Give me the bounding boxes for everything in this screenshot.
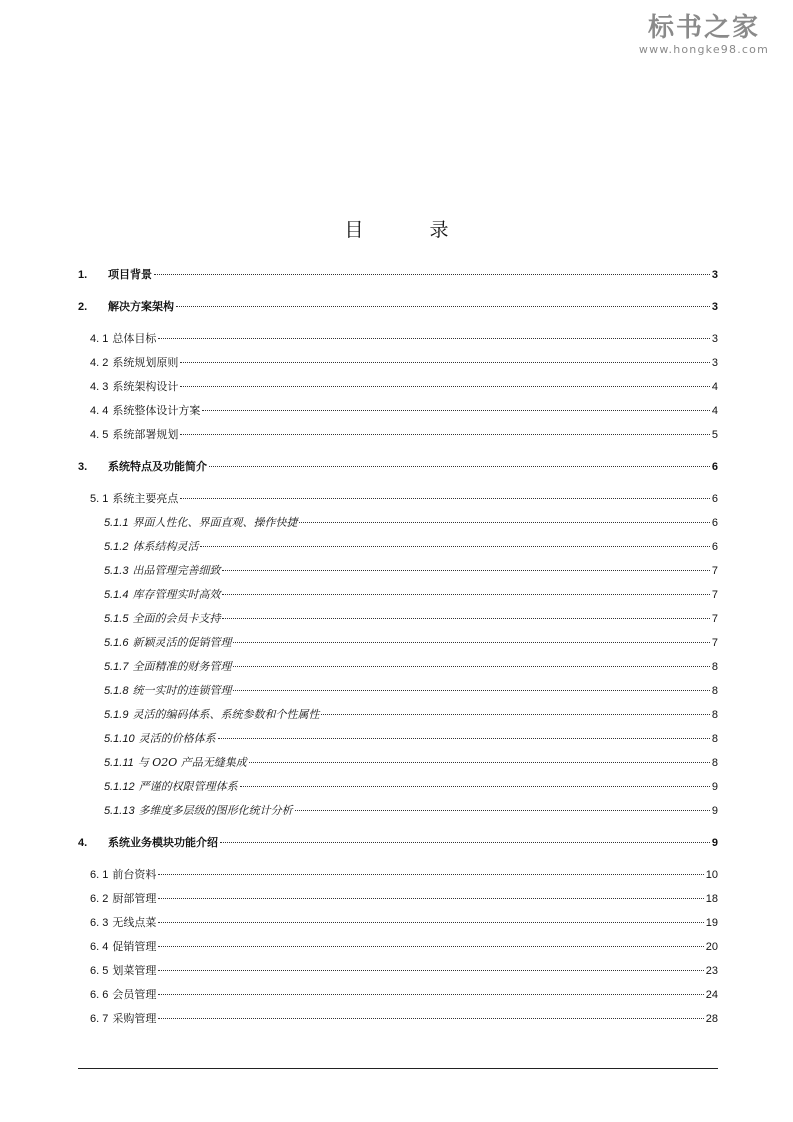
toc-entry-number: 1. — [78, 269, 88, 281]
toc-entry-page: 6 — [711, 461, 718, 473]
toc-entry[interactable] — [78, 331, 718, 347]
toc-entry-page: 4 — [711, 381, 718, 393]
toc-entry-page: 6 — [711, 517, 718, 529]
toc-entry-title: 无线点菜 — [112, 916, 157, 929]
toc-entry-title: 厨部管理 — [112, 892, 157, 905]
toc-entry[interactable] — [78, 659, 718, 675]
toc-entry[interactable] — [78, 587, 718, 603]
toc-entry-number: 5.1.2 — [104, 541, 129, 553]
toc-entry-number: 5. 1 — [90, 493, 109, 505]
toc-entry-title: 严谨的权限管理体系 — [138, 780, 238, 793]
toc-dot-leader — [180, 362, 710, 363]
toc-entry-number: 6. 2 — [90, 893, 109, 905]
toc-entry-title: 前台资料 — [112, 868, 157, 881]
toc-dot-leader — [240, 786, 710, 787]
toc-entry-page: 3 — [711, 333, 718, 345]
toc-dot-leader — [158, 338, 710, 339]
toc-entry[interactable] — [78, 803, 718, 819]
toc-entry[interactable] — [78, 939, 718, 955]
toc-entry-page: 24 — [705, 989, 718, 1001]
toc-entry-page: 3 — [711, 301, 718, 313]
toc-dot-leader — [220, 842, 710, 843]
toc-entry[interactable] — [78, 867, 718, 883]
toc-entry-title: 多维度多层级的图形化统计分析 — [138, 804, 293, 817]
toc-entry-page: 9 — [711, 805, 718, 817]
toc-entry-title: 灵活的编码体系、系统参数和个性属性 — [132, 708, 320, 721]
toc-dot-leader — [202, 410, 710, 411]
toc-entry[interactable] — [78, 1011, 718, 1027]
toc-entry-number: 5.1.5 — [104, 613, 129, 625]
toc-dot-leader — [233, 690, 709, 691]
toc-entry-page: 8 — [711, 757, 718, 769]
toc-entry-page: 6 — [711, 493, 718, 505]
toc-entry-title: 系统架构设计 — [112, 380, 179, 393]
toc-entry-page: 3 — [711, 269, 718, 281]
toc-dot-leader — [158, 946, 703, 947]
toc-dot-leader — [249, 762, 710, 763]
toc-entry-number: 6. 1 — [90, 869, 109, 881]
toc-entry[interactable] — [78, 515, 718, 531]
toc-entry-title: 解决方案架构 — [108, 301, 174, 313]
toc-entry-number: 6. 7 — [90, 1013, 109, 1025]
toc-entry-number: 5.1.9 — [104, 709, 129, 721]
toc-entry[interactable] — [78, 355, 718, 371]
page-title: 目 录 — [344, 219, 479, 241]
toc-entry[interactable] — [78, 459, 718, 475]
toc-entry-page: 4 — [711, 405, 718, 417]
toc-dot-leader — [180, 498, 710, 499]
toc-entry-title: 体系结构灵活 — [132, 540, 199, 553]
toc-entry[interactable] — [78, 299, 718, 315]
toc-entry-page: 7 — [711, 565, 718, 577]
toc-entry-title: 灵活的价格体系 — [138, 732, 216, 745]
toc-dot-leader — [233, 642, 709, 643]
toc-entry[interactable] — [78, 915, 718, 931]
toc-dot-leader — [321, 714, 709, 715]
toc-dot-leader — [158, 1018, 703, 1019]
toc-dot-leader — [222, 618, 709, 619]
toc-entry-number: 6. 4 — [90, 941, 109, 953]
toc-dot-leader — [180, 386, 710, 387]
toc-entry-page: 23 — [705, 965, 718, 977]
toc-entry[interactable] — [78, 539, 718, 555]
toc-entry[interactable] — [78, 963, 718, 979]
toc-entry-number: 3. — [78, 461, 88, 473]
toc-entry-number: 5.1.7 — [104, 661, 129, 673]
toc-entry-number: 4. 1 — [90, 333, 109, 345]
toc-dot-leader — [176, 306, 710, 307]
toc-entry-title: 系统部署规划 — [112, 428, 179, 441]
toc-entry[interactable] — [78, 683, 718, 699]
toc-entry[interactable] — [78, 707, 718, 723]
toc-entry-title: 促销管理 — [112, 940, 157, 953]
toc-entry-title: 系统主要亮点 — [112, 492, 179, 505]
toc-entry-page: 10 — [705, 869, 718, 881]
toc-entry-page: 18 — [705, 893, 718, 905]
toc-entry-page: 6 — [711, 541, 718, 553]
toc-entry-page: 8 — [711, 709, 718, 721]
toc-dot-leader — [158, 874, 703, 875]
toc-entry-title: 系统规划原则 — [112, 356, 179, 369]
toc-entry[interactable] — [78, 635, 718, 651]
toc-entry-number: 4. — [78, 837, 88, 849]
toc-entry-number: 5.1.1 — [104, 517, 129, 529]
toc-entry-title: 系统业务模块功能介绍 — [108, 837, 218, 849]
toc-entry-number: 5.1.13 — [104, 805, 135, 817]
toc-dot-leader — [222, 570, 709, 571]
toc-entry-title: 新颖灵活的促销管理 — [132, 636, 232, 649]
toc-dot-leader — [158, 970, 703, 971]
toc-entry[interactable] — [78, 427, 718, 443]
toc-entry-title: 系统整体设计方案 — [112, 404, 201, 417]
toc-entry-number: 2. — [78, 301, 88, 313]
toc-entry-page: 9 — [711, 781, 718, 793]
toc-entry-page: 5 — [711, 429, 718, 441]
toc-entry-page: 8 — [711, 685, 718, 697]
toc-entry-title: 项目背景 — [108, 269, 152, 281]
toc-entry[interactable] — [78, 891, 718, 907]
toc-entry[interactable] — [78, 403, 718, 419]
toc-entry-number: 6. 5 — [90, 965, 109, 977]
toc-entry[interactable] — [78, 987, 718, 1003]
toc-entry-page: 9 — [711, 837, 718, 849]
toc-entry-title: 界面人性化、界面直观、操作快捷 — [132, 516, 298, 529]
toc-entry[interactable] — [78, 379, 718, 395]
toc-dot-leader — [218, 738, 710, 739]
toc-entry-number: 5.1.4 — [104, 589, 129, 601]
toc-dot-leader — [222, 594, 709, 595]
toc-entry[interactable] — [78, 779, 718, 795]
toc-entry-number: 4. 4 — [90, 405, 109, 417]
footer-divider — [78, 1068, 718, 1069]
toc-dot-leader — [200, 546, 709, 547]
toc-entry-page: 7 — [711, 589, 718, 601]
toc-dot-leader — [180, 434, 710, 435]
toc-entry-title: 系统特点及功能简介 — [108, 461, 207, 473]
toc-entry-number: 6. 3 — [90, 917, 109, 929]
toc-entry-title: 会员管理 — [112, 988, 157, 1001]
watermark-brand: 标书之家 — [647, 13, 760, 43]
toc-entry-number: 5.1.12 — [104, 781, 135, 793]
toc-entry-title: 库存管理实时高效 — [132, 588, 221, 601]
toc-entry-page: 28 — [705, 1013, 718, 1025]
toc-dot-leader — [233, 666, 709, 667]
toc-entry-title: 全面的会员卡支持 — [132, 612, 221, 625]
toc-entry[interactable] — [78, 755, 718, 771]
toc-dot-leader — [158, 994, 703, 995]
toc-entry-page: 7 — [711, 613, 718, 625]
watermark-url: www.hongke98.com — [638, 43, 769, 56]
toc-entry-page: 20 — [705, 941, 718, 953]
toc-entry-number: 5.1.6 — [104, 637, 129, 649]
toc-entry-number: 4. 5 — [90, 429, 109, 441]
toc-entry-number: 5.1.8 — [104, 685, 129, 697]
toc-entry-title: 划菜管理 — [112, 964, 157, 977]
toc-entry-title: 全面精准的财务管理 — [132, 660, 232, 673]
toc-entry[interactable] — [78, 491, 718, 507]
toc-entry[interactable] — [78, 835, 718, 851]
toc-entry-page: 3 — [711, 357, 718, 369]
toc-entry-number: 6. 6 — [90, 989, 109, 1001]
toc-entry[interactable] — [78, 563, 718, 579]
toc-dot-leader — [295, 810, 710, 811]
toc-entry-number: 5.1.3 — [104, 565, 129, 577]
toc-dot-leader — [209, 466, 710, 467]
toc-entry[interactable] — [78, 611, 718, 627]
toc-dot-leader — [299, 522, 709, 523]
toc-entry-number: 5.1.10 — [104, 733, 135, 745]
toc-dot-leader — [154, 274, 710, 275]
toc-entry-page: 8 — [711, 733, 718, 745]
toc-entry-title: 采购管理 — [112, 1012, 157, 1025]
toc-entry[interactable] — [78, 267, 718, 283]
toc-entry-title: 与 O2O 产品无缝集成 — [137, 756, 247, 769]
toc-entry-number: 5.1.11 — [104, 757, 134, 769]
toc-entry-page: 7 — [711, 637, 718, 649]
toc-dot-leader — [158, 898, 703, 899]
toc-entry-number: 4. 3 — [90, 381, 109, 393]
toc-entry-page: 8 — [711, 661, 718, 673]
watermark-logo — [639, 14, 769, 56]
toc-entry[interactable] — [78, 731, 718, 747]
toc-dot-leader — [158, 922, 703, 923]
toc-entry-title: 统一实时的连锁管理 — [132, 684, 232, 697]
toc-entry-number: 4. 2 — [90, 357, 109, 369]
toc-entry-page: 19 — [705, 917, 718, 929]
toc-entry-title: 出品管理完善细致 — [132, 564, 221, 577]
toc-entry-title: 总体目标 — [112, 332, 157, 345]
